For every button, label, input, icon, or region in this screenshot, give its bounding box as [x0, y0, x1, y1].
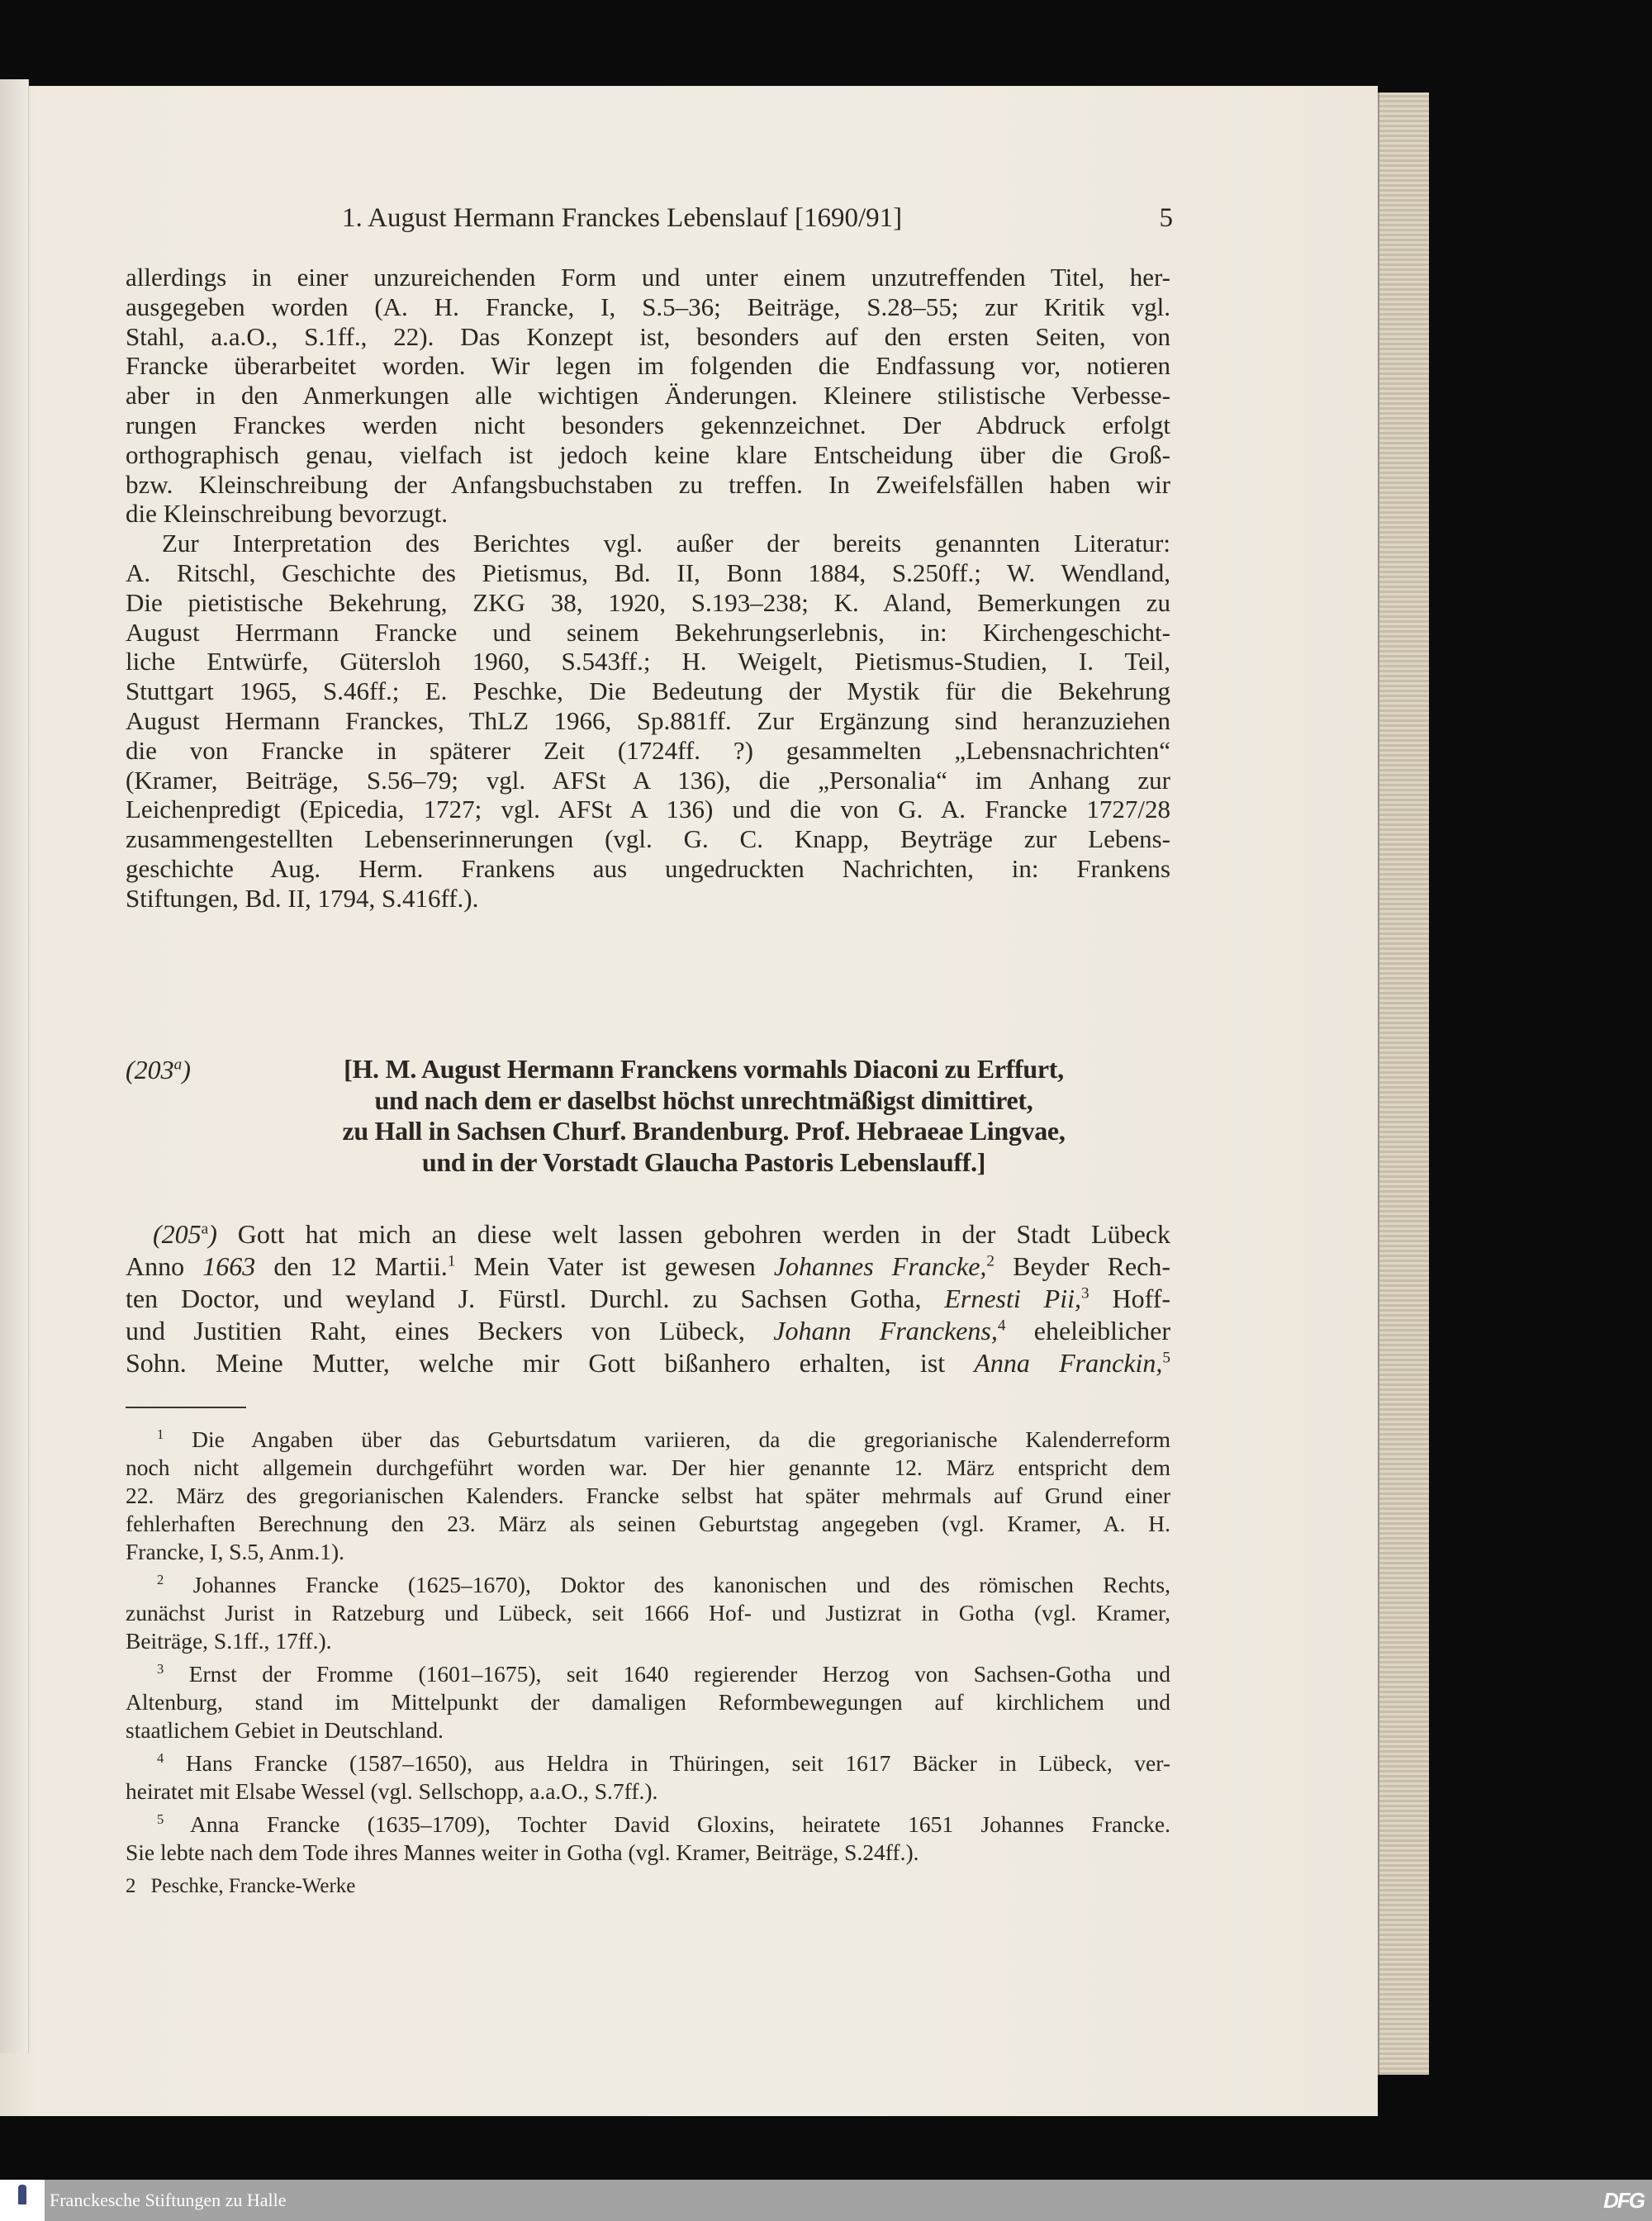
- institution-logo[interactable]: [0, 2180, 45, 2221]
- footnote-line: Francke, I, S.5, Anm.1).: [126, 1539, 345, 1564]
- text-line: (205$^a$) Gott hat mich an diese welt lassen gebohren werden in der Stadt Lübeck: [153, 1219, 1170, 1249]
- text-line: Stuttgart 1965, S.46ff.; E. Peschke, Die Bedeutung der Mystik für die Bekehrung: [126, 676, 1170, 706]
- footnote: [126, 1810, 1170, 1867]
- heading-line: und nach dem er daselbst höchst unrechtmäßigst dimittiret,: [374, 1084, 1033, 1115]
- heading-marker: (203$^a$): [126, 1055, 191, 1084]
- previous-page-edge: [0, 79, 29, 2053]
- text-line: die Kleinschreibung bevorzugt.: [126, 499, 448, 529]
- book-binding-edge: [1378, 93, 1429, 2075]
- source-text: [126, 1218, 1170, 1379]
- footnote-number: 2: [157, 1572, 164, 1588]
- text-line: zusammengestellten Lebenserinnerungen (vgl. G. C. Knapp, Beyträge zur Lebens-: [126, 824, 1170, 854]
- text-line: ten Doctor, und weyland J. Fürstl. Durchl. zu Sachsen Gotha, Ernesti Pii,$^3$ Hoff-: [126, 1284, 1171, 1313]
- footnote-line: fehlerhaften Berechnung den 23. März als seinen Geburtstag angegeben (vgl. Kramer, A. H.: [126, 1511, 1170, 1536]
- text-line: allerdings in einer unzureichenden Form und unter einem unzutreffenden Titel, her-: [126, 263, 1170, 292]
- footnote-number: 3: [157, 1661, 164, 1678]
- text-line: orthographisch genau, vielfach ist jedoch keine klare Entscheidung über die Groß-: [126, 439, 1170, 469]
- footnote: [126, 1749, 1170, 1806]
- text-line: (Kramer, Beiträge, S.56–79; vgl. AFSt A 136), die „Personalia“ im Anhang zur: [126, 765, 1170, 795]
- text-line: aber in den Anmerkungen alle wichtigen Änderungen. Kleinere stilistische Verbesse-: [126, 381, 1170, 411]
- heading-line: und in der Vorstadt Glaucha Pastoris Lebenslauff.]: [421, 1147, 986, 1178]
- footnote: [126, 1426, 1170, 1566]
- footnote-line: $^1$ Die Angaben über das Geburtsdatum variieren, da die gregorianische Kalenderreform: [157, 1426, 1170, 1452]
- text-line: Sohn. Meine Mutter, welche mir Gott bißanhero erhalten, ist Anna Franckin,$^5$: [126, 1348, 1170, 1378]
- text-line: die von Francke in späterer Zeit (1724ff. ?) gesammelten „Lebensnachrichten“: [126, 735, 1170, 765]
- footnote-line: noch nicht allgemein durchgeführt worden war. Der hier genannte 12. März entspricht dem: [126, 1455, 1170, 1480]
- footnote: [126, 1571, 1170, 1655]
- text-line: August Hermann Franckes, ThLZ 1966, Sp.881ff. Zur Ergänzung sind heranzuziehen: [126, 705, 1170, 735]
- heading-line: zu Hall in Sachsen Churf. Brandenburg. Prof. Hebraeae Lingvae,: [342, 1116, 1066, 1146]
- footnote-line: $^4$ Hans Francke (1587–1650), aus Heldra in Thüringen, seit 1617 Bäcker in Lübeck, ver-: [157, 1750, 1170, 1776]
- footnote-number: 4: [157, 1750, 164, 1767]
- footnote-line: 22. März des gregorianischen Kalenders. Francke selbst hat später mehrmals auf Grund einer: [126, 1483, 1170, 1508]
- signature-number: 2: [126, 1875, 136, 1897]
- footnote-line: Beiträge, S.1ff., 17ff.).: [126, 1628, 332, 1654]
- introduction-text: [126, 263, 1170, 914]
- footnote-line: heiratet mit Elsabe Wessel (vgl. Sellschopp, a.a.O., S.7ff.).: [126, 1778, 658, 1804]
- text-line: Francke überarbeitet worden. Wir legen im folgenden die Endfassung vor, notieren: [126, 351, 1170, 381]
- dfg-logo[interactable]: DFG: [1603, 2188, 1644, 2213]
- footnote-line: zunächst Jurist in Ratzeburg und Lübeck, seit 1666 Hof- und Justizrat in Gotha (vgl. Kramer,: [126, 1600, 1170, 1625]
- footnote-rule: [126, 1407, 246, 1408]
- text-line: Stahl, a.a.O., S.1ff., 22). Das Konzept ist, besonders auf den ersten Seiten, von: [126, 321, 1170, 351]
- text-line: Stiftungen, Bd. II, 1794, S.416ff.).: [126, 883, 479, 913]
- running-head-title: 1. August Hermann Franckes Lebenslauf [1690/91]: [342, 203, 903, 233]
- footnotes: [126, 1426, 1170, 1872]
- text-line: A. Ritschl, Geschichte des Pietismus, Bd. II, Bonn 1884, S.250ff.; W. Wendland,: [126, 558, 1170, 587]
- heading-line: [H. M. August Hermann Franckens vormahls Diaconi zu Erffurt,: [344, 1054, 1064, 1084]
- text-line: geschichte Aug. Herm. Frankens aus ungedruckten Nachrichten, in: Frankens: [126, 853, 1170, 883]
- text-line: Zur Interpretation des Berichtes vgl. außer der bereits genannten Literatur:: [162, 529, 1170, 558]
- text-line: Die pietistische Bekehrung, ZKG 38, 1920, S.193–238; K. Aland, Bemerkungen zu: [126, 587, 1170, 617]
- logo-figure-icon: [18, 2185, 26, 2204]
- text-line: Leichenpredigt (Epicedia, 1727; vgl. AFSt A 136) und die von G. A. Francke 1727/28: [126, 795, 1170, 824]
- text-line: Anno 1663 den 12 Martii.$^1$ Mein Vater ist gewesen Johannes Francke,$^2$ Beyder Rech-: [126, 1251, 1171, 1281]
- signature-line: [126, 1875, 355, 1898]
- footnote: [126, 1660, 1170, 1744]
- text-line: rungen Franckes werden nicht besonders gekennzeichnet. Der Abdruck erfolgt: [126, 410, 1170, 439]
- footnote-line: $^2$ Johannes Francke (1625–1670), Doktor des kanonischen und des römischen Rechts,: [157, 1572, 1170, 1597]
- footnote-line: staatlichem Gebiet in Deutschland.: [126, 1717, 444, 1743]
- footnote-line: $^3$ Ernst der Fromme (1601–1675), seit 1640 regierender Herzog von Sachsen-Gotha und: [157, 1661, 1170, 1687]
- institution-name[interactable]: Franckesche Stiftungen zu Halle: [50, 2190, 287, 2210]
- signature-text: Peschke, Francke-Werke: [150, 1875, 356, 1897]
- page-number: 5: [1159, 203, 1173, 233]
- footnote-number: 1: [157, 1426, 164, 1443]
- text-line: liche Entwürfe, Gütersloh 1960, S.543ff.; H. Weigelt, Pietismus-Studien, I. Teil,: [126, 647, 1170, 676]
- footnote-line: Altenburg, stand im Mittelpunkt der damaligen Reformbewegungen auf kirchlichem und: [126, 1689, 1170, 1715]
- text-line: ausgegeben worden (A. H. Francke, I, S.5–36; Beiträge, S.28–55; zur Kritik vgl.: [126, 292, 1170, 321]
- footnote-number: 5: [157, 1811, 164, 1828]
- footnote-line: $^5$ Anna Francke (1635–1709), Tochter David Gloxins, heiratete 1651 Johannes Francke.: [157, 1811, 1170, 1837]
- text-line: August Herrmann Francke und seinem Bekehrungserlebnis, in: Kirchengeschicht-: [126, 617, 1170, 647]
- text-line: bzw. Kleinschreibung der Anfangsbuchstaben zu treffen. In Zweifelsfällen haben wir: [126, 469, 1170, 499]
- viewer-footer: [0, 2180, 1652, 2221]
- footnote-line: Sie lebte nach dem Tode ihres Mannes weiter in Gotha (vgl. Kramer, Beiträge, S.24ff.).: [126, 1839, 919, 1865]
- text-line: und Justitien Raht, eines Beckers von Lübeck, Johann Franckens,$^4$ eheleiblicher: [126, 1316, 1171, 1345]
